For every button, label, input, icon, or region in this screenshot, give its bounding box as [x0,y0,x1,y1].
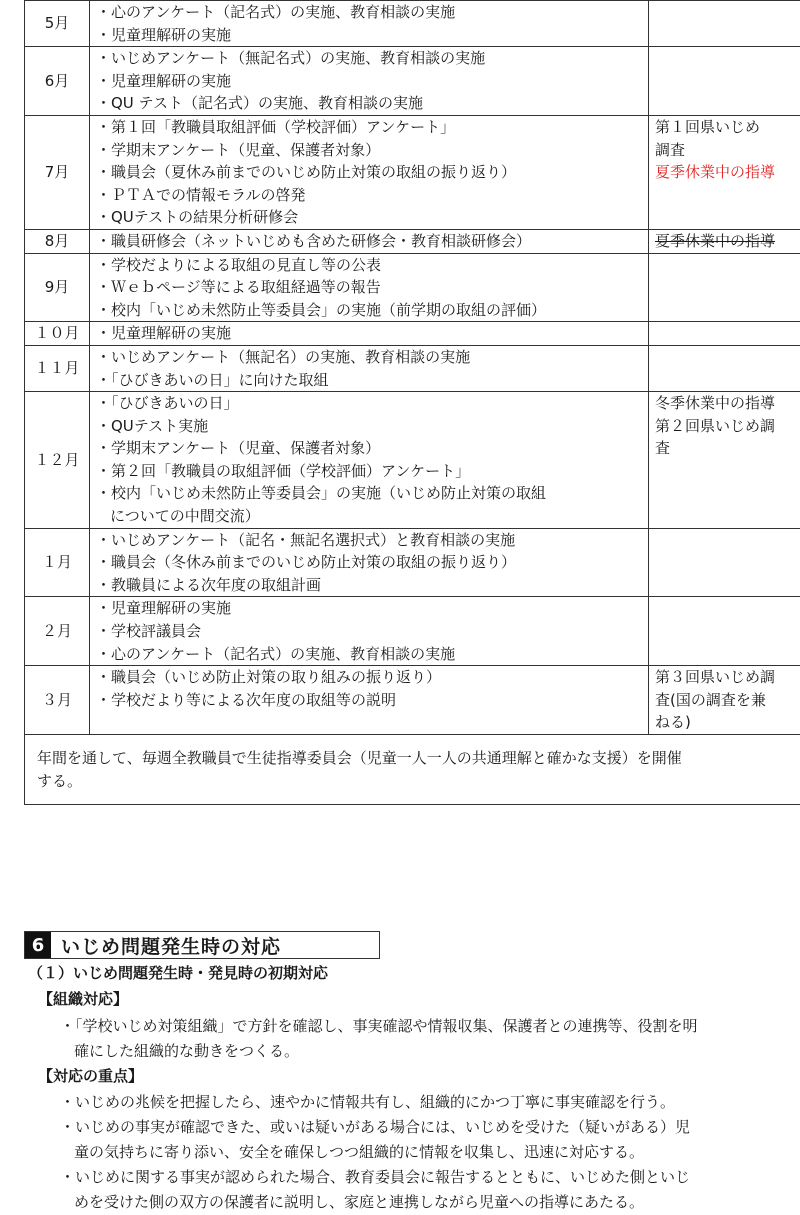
org-response-heading: 【組織対応】 [38,990,129,1008]
activities-cell [90,597,649,666]
activities-cell [90,115,649,229]
month-cell: 8月 [25,229,90,253]
month-cell: 9月 [25,253,90,322]
notes-cell [649,47,800,116]
schedule-row [25,322,800,346]
activities-cell [90,1,649,47]
section-6-heading [24,931,380,959]
month-cell: １１月 [25,345,90,391]
activities-cell [90,528,649,597]
activity-item [96,161,648,184]
activity-item [96,643,648,666]
activity-item [96,24,648,47]
activity-item [96,597,648,620]
focus-item: ・いじめの事実が確認できた、或いは疑いがある場合には、いじめを受けた（疑いがある）児 [60,1118,691,1136]
notes-cell [649,392,800,529]
note-line: 夏季休業中の指導 [655,231,776,250]
activity-item-text: ・いじめアンケート（無記名）の実施、教育相談の実施 [96,347,471,366]
schedule-row [25,229,800,253]
notes-cell [649,666,800,735]
schedule-row [25,253,800,322]
activity-item [96,322,648,345]
yearly-note-line: する。 [37,771,83,790]
section-title: いじめ問題発生時の対応 [61,935,282,958]
activity-item [96,47,648,70]
schedule-row [25,47,800,116]
notes-cell [649,229,800,253]
activity-item [96,184,648,207]
schedule-row [25,115,800,229]
activity-item-text: ・職員会（いじめ防止対策の取り組みの振り返り） [96,668,442,687]
activity-item [96,139,648,162]
schedule-row [25,392,800,529]
activity-item [96,460,648,483]
activity-item-text: ・学期末アンケート（児童、保護者対象） [96,140,381,159]
notes-cell [649,597,800,666]
activity-item-text: ・心のアンケート（記名式）の実施、教育相談の実施 [96,3,456,21]
activities-cell [90,253,649,322]
activity-item-text: ・Ｗｅｂページ等による取組経過等の報告 [96,278,381,297]
schedule-row [25,528,800,597]
activity-item [96,276,648,299]
notes-cell [649,322,800,346]
month-cell: 6月 [25,47,90,116]
activity-item-text: ・心のアンケート（記名式）の実施、教育相談の実施 [96,644,456,663]
activity-item-text: ・「ひびきあいの日」に向けた取組 [96,370,329,389]
activity-item-text: ・学校だよりによる取組の見直し等の公表 [96,255,382,274]
note-line: 夏季休業中の指導 [655,163,776,182]
activity-item-text: ・職員会（冬休み前までのいじめ防止対策の取組の振り返り） [96,553,517,572]
month-cell: ２月 [25,597,90,666]
month-cell: 5月 [25,1,90,47]
activity-item [96,206,648,229]
activity-item-text: ・児童理解研の実施 [96,25,232,44]
yearly-note [25,735,800,805]
focus-item-cont: 童の気持ちに寄り添い、安全を確保しつつ組織的に情報を収集し、迅速に対応する。 [74,1143,645,1161]
activity-item [96,254,648,277]
activity-item-text: ・校内「いじめ未然防止等委員会」の実施（前学期の取組の評価） [96,300,547,319]
note-line: 調査 [655,140,686,159]
org-response-text [60,1014,800,1064]
activities-cell [90,666,649,735]
activities-cell [90,345,649,391]
activity-item [96,116,648,139]
activity-item [96,620,648,643]
section-number: 6 [25,932,51,958]
notes-cell [649,115,800,229]
activity-item-text: ・第２回「教職員の取組評価（学校評価）アンケート」 [96,461,471,480]
org-line: ・「学校いじめ対策組織」で方針を確認し、事実確認や情報収集、保護者との連携等、役割を明 [60,1017,698,1035]
schedule-footer-row [25,735,800,805]
activity-item-text: ・職員研修会（ネットいじめも含めた研修会・教育相談研修会） [96,231,532,250]
focus-item: ・いじめの兆候を把握したら、速やかに情報共有し、組織的にかつ丁寧に事実確認を行う。 [60,1093,676,1111]
annual-schedule-table [24,0,800,805]
activity-item [96,482,648,527]
activity-item-text: ・児童理解研の実施 [96,71,232,90]
activities-cell [90,229,649,253]
schedule-row [25,597,800,666]
activity-item [96,392,648,415]
focus-heading: 【対応の重点】 [38,1067,144,1085]
activity-item-text: ・第１回「教職員取組評価（学校評価）アンケート」 [96,117,456,136]
month-cell: ３月 [25,666,90,735]
month-cell: 7月 [25,115,90,229]
notes-cell [649,528,800,597]
activity-item [96,230,648,253]
activity-item [96,574,648,597]
activity-item [96,70,648,93]
note-line: ねる) [655,713,691,732]
activity-item [96,666,648,689]
activity-item [96,689,648,712]
activity-item [96,369,648,392]
activities-cell [90,392,649,529]
notes-cell [649,1,800,47]
activity-item [96,551,648,574]
activity-item-cont: についての中間交流） [110,507,260,526]
note-line: 第１回県いじめ [655,117,761,136]
activity-item-text: ・学校評議員会 [96,622,202,641]
note-line: 第３回県いじめ調 [655,668,776,687]
schedule-body [25,1,800,805]
month-cell: １０月 [25,322,90,346]
activity-item [96,529,648,552]
activity-item-text: ・児童理解研の実施 [96,324,232,343]
activity-item-text: ・いじめアンケート（記名・無記名選択式）と教育相談の実施 [96,530,516,549]
activity-item [96,1,648,24]
activity-item-text: ・QUテストの結果分析研修会 [96,208,299,227]
activity-item-text: ・QU テスト（記名式）の実施、教育相談の実施 [96,94,423,113]
activity-item [96,437,648,460]
activity-item [96,92,648,115]
activity-item-text: ・職員会（夏休み前までのいじめ防止対策の取組の振り返り） [96,163,517,182]
note-line: 冬季休業中の指導 [655,394,776,413]
schedule-row [25,1,800,47]
activity-item-text: ・学期末アンケート（児童、保護者対象） [96,439,381,458]
yearly-note-line: 年間を通して、毎週全教職員で生徒指導委員会（児童一人一人の共通理解と確かな支援）を開催 [37,749,682,767]
note-line: 査 [655,439,671,458]
activity-item-text: ・校内「いじめ未然防止等委員会」の実施（いじめ防止対策の取組 [96,484,547,503]
activities-cell [90,47,649,116]
schedule-row [25,666,800,735]
activity-item-text: ・学校だより等による次年度の取組等の説明 [96,690,397,709]
activity-item-text: ・「ひびきあいの日」 [96,394,239,413]
note-line: 第２回県いじめ調 [655,416,776,435]
org-line: 確にした組織的な動きをつくる。 [74,1042,300,1060]
focus-list [60,1090,800,1215]
activity-item-text: ・教職員による次年度の取組計画 [96,575,322,594]
month-cell: １月 [25,528,90,597]
activity-item [96,299,648,322]
activities-cell [90,322,649,346]
month-cell: １２月 [25,392,90,529]
activity-item [96,415,648,438]
focus-item-cont: めを受けた側の双方の保護者に説明し、家庭と連携しながら児童への指導にあたる。 [74,1193,645,1211]
activity-item-text: ・いじめアンケート（無記名式）の実施、教育相談の実施 [96,49,486,68]
schedule-row [25,345,800,391]
note-line: 査(国の調査を兼 [655,690,766,709]
notes-cell [649,345,800,391]
activity-item [96,346,648,369]
activity-item-text: ・ＰＴＡでの情報モラルの啓発 [96,185,306,204]
activity-item-text: ・QUテスト実施 [96,416,209,435]
focus-item: ・いじめに関する事実が認められた場合、教育委員会に報告するとともに、いじめた側といじ [60,1168,691,1186]
notes-cell [649,253,800,322]
subheading-initial-response: （１）いじめ問題発生時・発見時の初期対応 [28,964,329,982]
activity-item-text: ・児童理解研の実施 [96,599,232,618]
